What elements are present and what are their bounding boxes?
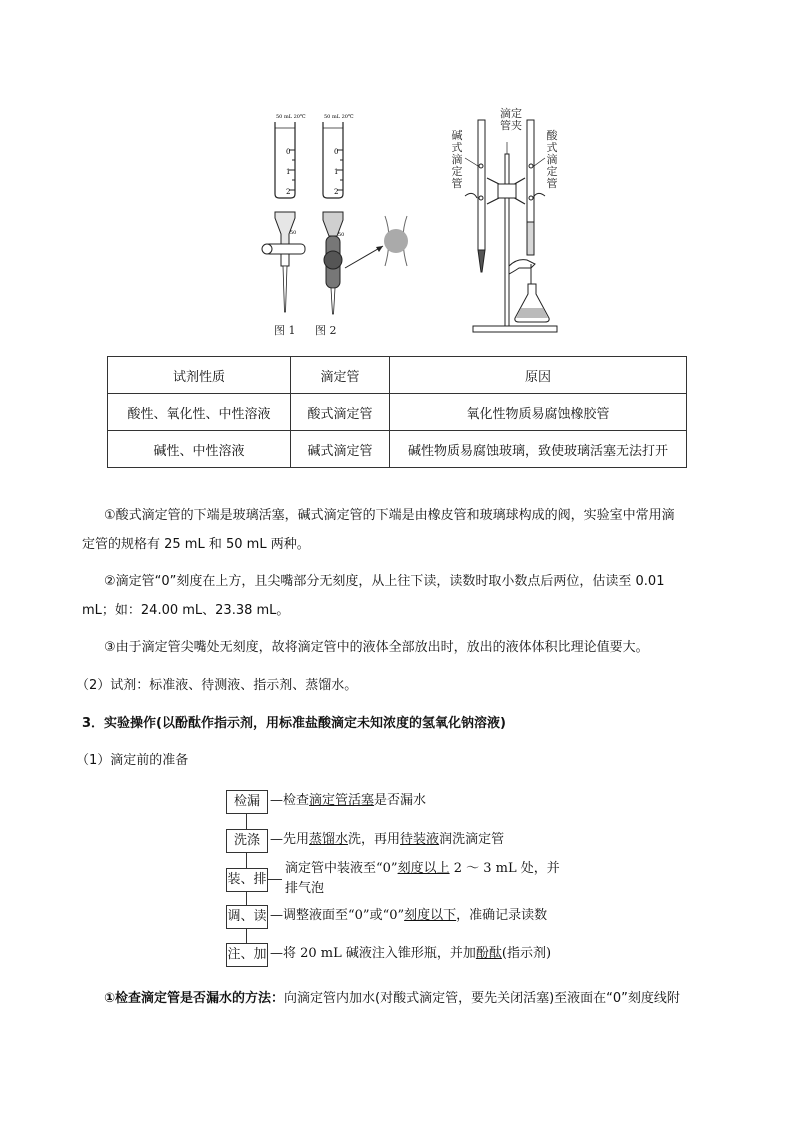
titration-stand (465, 120, 557, 332)
flow-step-leak-check: 检漏 (226, 790, 268, 814)
leak-check-method-title: ①检查滴定管是否漏水的方法： (104, 991, 285, 1006)
fig2-scale-tube (323, 122, 343, 198)
flow-step-wash: 洗涤 (226, 829, 268, 853)
tube1-tick-0: 0 (286, 148, 291, 156)
fig2-caption: 图 2 (315, 324, 337, 337)
apparatus-figure (255, 108, 575, 340)
flow-connector (246, 891, 247, 905)
section-3-heading: 3．实验操作(以酚酞作指示剂，用标准盐酸滴定未知浓度的氢氧化钠溶液) (82, 716, 506, 731)
table-cell: 氧化性物质易腐蚀橡胶管 (390, 394, 687, 431)
note-1-line-2: 定管的规格有 25 mL 和 50 mL 两种。 (82, 537, 310, 552)
tube1-tick-50: 50 (290, 230, 297, 236)
note-3: ③由于滴定管尖嘴处无刻度，故将滴定管中的液体全部放出时，放出的液体体积比理论值要大。 (104, 640, 649, 655)
leak-check-method (104, 984, 764, 1014)
table-row (108, 394, 687, 431)
flow-step-1-desc: —检查滴定管活塞是否漏水 (270, 793, 427, 808)
flow-step-inject-add: 注、加 (226, 943, 268, 967)
flow-step-2-desc: —先用蒸馏水洗，再用待装液润洗滴定管 (270, 832, 505, 847)
tube2-header: 50 mL 20℃ (324, 114, 354, 120)
table-header-cell: 试剂性质 (108, 357, 291, 394)
table-cell: 碱性、中性溶液 (108, 431, 291, 468)
magnified-glass-bead (384, 216, 408, 266)
flow-step-adjust-read: 调、读 (226, 905, 268, 929)
table-row (108, 431, 687, 468)
table-cell: 酸性、氧化性、中性溶液 (108, 394, 291, 431)
acid-burette-label: 酸 式 滴 定 管 (546, 129, 558, 190)
flow-connector (246, 928, 247, 943)
table-header-cell: 滴定管 (291, 357, 390, 394)
burette-selection-table (107, 356, 687, 468)
acid-burette-stopcock (262, 212, 305, 312)
clamp-label: 滴定 管夹 (500, 107, 522, 132)
tube1-tick-2: 2 (286, 188, 291, 196)
flow-step-5-desc: —将 20 mL 碱液注入锥形瓶，并加酚酞(指示剂) (270, 946, 552, 961)
flow-connector (246, 852, 247, 868)
tube1-tick-1: 1 (286, 168, 291, 176)
magnify-arrow (345, 246, 383, 268)
flow-step-4-desc: —调整液面至“0”或“0”刻度以下，准确记录读数 (270, 908, 548, 923)
table-cell: 碱式滴定管 (291, 431, 390, 468)
note-1-line-1: ①酸式滴定管的下端是玻璃活塞，碱式滴定管的下端是由橡皮管和玻璃球构成的阀，实验室中常用滴 (104, 508, 675, 523)
flow-dash (268, 879, 282, 880)
leak-check-method-text: 向滴定管内加水(对酸式滴定管，要先关闭活塞)至液面在“0”刻度线附 (284, 991, 680, 1006)
tube1-header: 50 mL 20℃ (276, 114, 306, 120)
reagents-line: （2）试剂：标准液、待测液、指示剂、蒸馏水。 (76, 678, 358, 693)
table-header-row (108, 357, 687, 394)
note-2-line-2: mL；如：24.00 mL、23.38 mL。 (82, 603, 290, 618)
fig1-caption: 图 1 (274, 324, 296, 337)
base-burette-rubber-tube (323, 212, 343, 314)
burette-illustration (255, 108, 575, 340)
table-cell: 碱性物质易腐蚀玻璃，致使玻璃活塞无法打开 (390, 431, 687, 468)
base-burette-label: 碱 式 滴 定 管 (451, 129, 463, 190)
tube2-tick-0: 0 (334, 148, 339, 156)
table-cell: 酸式滴定管 (291, 394, 390, 431)
table-header-cell: 原因 (390, 357, 687, 394)
flow-step-fill-expel: 装、排 (226, 868, 268, 892)
note-2-line-1: ②滴定管“0”刻度在上方，且尖嘴部分无刻度，从上往下读，读数时取小数点后两位，估读至 0.01 (104, 574, 665, 589)
subsection-1-heading: （1）滴定前的准备 (76, 753, 189, 768)
tube2-tick-2: 2 (334, 188, 339, 196)
flow-step-3-desc: 滴定管中装液至“0”刻度以上 2 ～ 3 mL 处，并 排气泡 (285, 861, 560, 896)
flow-connector (246, 813, 247, 830)
fig1-scale-tube (275, 122, 295, 198)
tube2-tick-50: 50 (338, 232, 345, 238)
tube2-tick-1: 1 (334, 168, 339, 176)
